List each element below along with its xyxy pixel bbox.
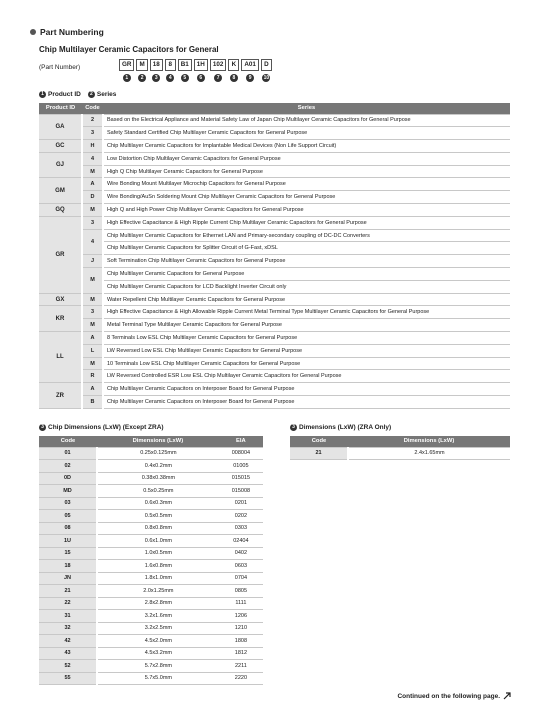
series-cell: Chip Multilayer Ceramic Capacitors for LCD Backlight Inverter Circuit only: [103, 280, 510, 293]
table-row: [39, 255, 510, 268]
eia-cell: 0202: [219, 510, 263, 523]
product-id-cell: GQ: [39, 204, 82, 217]
code-cell: M: [82, 293, 103, 306]
code-cell: 1U: [39, 535, 97, 548]
table-row: [39, 396, 510, 409]
code-cell: 05: [39, 510, 97, 523]
code-cell: M: [82, 165, 103, 178]
code-cell: L: [82, 344, 103, 357]
marker-dot: 5: [181, 74, 189, 82]
code-cell: 18: [39, 560, 97, 573]
table-row: [39, 229, 510, 242]
heading-zra-text: Dimensions (LxW) (ZRA Only): [299, 424, 392, 431]
table-row: [39, 585, 263, 598]
code-cell: M: [82, 268, 103, 294]
code-cell: D: [82, 191, 103, 204]
code-cell: 43: [39, 647, 97, 660]
code-cell: 32: [39, 622, 97, 635]
table-row: [39, 165, 510, 178]
table-row: [39, 497, 263, 510]
code-cell: 2: [82, 114, 103, 127]
series-cell: Safety Standard Certified Chip Multilayer Ceramic Capacitors for General Purpose: [103, 127, 510, 140]
arrow-up-right-icon: [503, 692, 511, 700]
dimension-cell: 4.5x2.0mm: [97, 635, 219, 648]
series-cell: High Effective Capacitance & High Allowable Ripple Current Metal Terminal Type Multilayer Ceramic Capacitors for General Purpose: [103, 306, 510, 319]
code-cell: 03: [39, 497, 97, 510]
table-row: [39, 460, 263, 473]
product-id-cell: GC: [39, 140, 82, 153]
eia-cell: 1206: [219, 610, 263, 623]
code-cell: 42: [39, 635, 97, 648]
col-dimensions: Dimensions (LxW): [97, 436, 219, 447]
heading-zra: [290, 424, 391, 431]
heading-dims: [39, 424, 164, 431]
series-cell: LW Reversed Low ESL Chip Multilayer Ceramic Capacitors for General Purpose: [103, 344, 510, 357]
col-code: Code: [39, 436, 97, 447]
table-row: [39, 127, 510, 140]
code-cell: M: [82, 319, 103, 332]
marker-dot: 8: [230, 74, 238, 82]
code-cell: 01: [39, 447, 97, 460]
product-id-cell: GR: [39, 216, 82, 293]
part-number-segment: GR: [119, 59, 134, 71]
dimension-cell: 0.6x1.0mm: [97, 535, 219, 548]
section-title: [30, 27, 104, 37]
page-subtitle: Chip Multilayer Ceramic Capacitors for General: [39, 45, 219, 54]
code-cell: B: [82, 396, 103, 409]
dimension-cell: 2.4x1.65mm: [348, 447, 510, 460]
eia-cell: 008004: [219, 447, 263, 460]
table-row: [39, 114, 510, 127]
marker-2: 2: [88, 91, 95, 98]
series-cell: LW Reversed Controlled ESR Low ESL Chip Multilayer Ceramic Capacitors for General Purpose: [103, 370, 510, 383]
eia-cell: 1210: [219, 622, 263, 635]
table-row: [39, 293, 510, 306]
product-id-cell: ZR: [39, 383, 82, 409]
table-row: [39, 152, 510, 165]
eia-cell: 0201: [219, 497, 263, 510]
series-cell: Chip Multilayer Ceramic Capacitors on Interposer Board for General Purpose: [103, 396, 510, 409]
series-cell: Wire Bonding/AuSn Soldering Mount Chip Multilayer Ceramic Capacitors for General Purpose: [103, 191, 510, 204]
table-row: [39, 332, 510, 345]
section-title-text: Part Numbering: [40, 27, 104, 37]
table-row: [39, 242, 510, 255]
series-cell: 10 Terminals Low ESL Chip Multilayer Ceramic Capacitors for General Purpose: [103, 357, 510, 370]
dimension-cell: 0.25x0.125mm: [97, 447, 219, 460]
part-number-segment: A01: [241, 59, 259, 71]
product-id-cell: GX: [39, 293, 82, 306]
col-code: Code: [82, 103, 103, 114]
dimension-cell: 1.8x1.0mm: [97, 572, 219, 585]
code-cell: 52: [39, 660, 97, 673]
table-row: [39, 204, 510, 217]
marker-dot: 4: [166, 74, 174, 82]
table-row: [39, 572, 263, 585]
marker-dot: 2: [138, 74, 146, 82]
code-cell: 3: [82, 216, 103, 229]
series-cell: High Effective Capacitance & High Ripple Current Chip Multilayer Ceramic Capacitors for General Purpose: [103, 216, 510, 229]
eia-cell: 2211: [219, 660, 263, 673]
code-cell: 08: [39, 522, 97, 535]
series-cell: Chip Multilayer Ceramic Capacitors on Interposer Board for General Purpose: [103, 383, 510, 396]
table-row: [39, 191, 510, 204]
table-row: [39, 268, 510, 281]
series-cell: Soft Termination Chip Multilayer Ceramic Capacitors for General Purpose: [103, 255, 510, 268]
eia-cell: 2220: [219, 672, 263, 685]
series-cell: Chip Multilayer Ceramic Capacitors for Implantable Medical Devices (Non Life Support Circuit): [103, 140, 510, 153]
marker-3b: 3: [290, 424, 297, 431]
code-cell: M: [82, 357, 103, 370]
product-id-cell: GM: [39, 178, 82, 204]
series-cell: Chip Multilayer Ceramic Capacitors for General Purpose: [103, 268, 510, 281]
code-cell: R: [82, 370, 103, 383]
heading-product-series: [39, 91, 116, 98]
marker-dot: 1: [123, 74, 131, 82]
code-cell: 55: [39, 672, 97, 685]
code-cell: H: [82, 140, 103, 153]
part-number-segment: D: [261, 59, 272, 71]
code-cell: 4: [82, 152, 103, 165]
col-product-id: Product ID: [39, 103, 82, 114]
table-row: [39, 306, 510, 319]
product-id-cell: GJ: [39, 152, 82, 178]
product-id-cell: GA: [39, 114, 82, 140]
table-row: [39, 319, 510, 332]
marker-dot: 3: [152, 74, 160, 82]
series-cell: Wire Bonding Mount Multilayer Microchip Capacitors for General Purpose: [103, 178, 510, 191]
dimension-cell: 5.7x2.8mm: [97, 660, 219, 673]
code-cell: 0D: [39, 472, 97, 485]
col-series: Series: [103, 103, 510, 114]
marker-1: 1: [39, 91, 46, 98]
series-cell: High Q Chip Multilayer Ceramic Capacitors for General Purpose: [103, 165, 510, 178]
table-row: [39, 178, 510, 191]
table-row: [39, 280, 510, 293]
col-code: Code: [290, 436, 348, 447]
table-row: [39, 522, 263, 535]
series-cell: Low Distortion Chip Multilayer Ceramic Capacitors for General Purpose: [103, 152, 510, 165]
eia-cell: 1111: [219, 597, 263, 610]
part-number-segment: K: [228, 59, 239, 71]
heading-product-id: Product ID: [48, 91, 81, 98]
eia-cell: 0704: [219, 572, 263, 585]
heading-dims-text: Chip Dimensions (LxW) (Except ZRA): [48, 424, 164, 431]
code-cell: MD: [39, 485, 97, 498]
code-cell: 4: [82, 229, 103, 255]
table-row: [39, 472, 263, 485]
part-number-segment: M: [136, 59, 147, 71]
series-cell: Chip Multilayer Ceramic Capacitors for Splitter Circuit of G-Fast, xDSL: [103, 242, 510, 255]
series-table: [39, 103, 510, 409]
series-cell: Metal Terminal Type Multilayer Ceramic Capacitors for General Purpose: [103, 319, 510, 332]
dimension-cell: 0.38x0.38mm: [97, 472, 219, 485]
marker-3: 3: [39, 424, 46, 431]
table-row: [39, 647, 263, 660]
col-dimensions: Dimensions (LxW): [348, 436, 510, 447]
table-row: [39, 447, 263, 460]
marker-dot: 7: [214, 74, 222, 82]
dimension-cell: 4.5x3.2mm: [97, 647, 219, 660]
table-row: [39, 344, 510, 357]
table-row: [39, 610, 263, 623]
heading-series: Series: [96, 91, 117, 98]
table-row: [39, 560, 263, 573]
table-row: [39, 510, 263, 523]
dimension-cell: 5.7x5.0mm: [97, 672, 219, 685]
dimension-cell: 1.0x0.5mm: [97, 547, 219, 560]
part-number-segment: B1: [178, 59, 192, 71]
code-cell: 15: [39, 547, 97, 560]
eia-cell: 0402: [219, 547, 263, 560]
dimension-cell: 2.8x2.8mm: [97, 597, 219, 610]
table-row: [39, 370, 510, 383]
eia-cell: 02404: [219, 535, 263, 548]
code-cell: JN: [39, 572, 97, 585]
part-number-segment: 102: [210, 59, 227, 71]
eia-cell: 01005: [219, 460, 263, 473]
code-cell: 21: [290, 447, 348, 460]
zra-table: [290, 436, 510, 460]
continued-text: Continued on the following page.: [397, 692, 500, 700]
eia-cell: 0805: [219, 585, 263, 598]
code-cell: 22: [39, 597, 97, 610]
dims-table: [39, 436, 263, 685]
dimension-cell: 3.2x2.5mm: [97, 622, 219, 635]
table-row: [39, 357, 510, 370]
dimension-cell: 0.4x0.2mm: [97, 460, 219, 473]
table-row: [39, 597, 263, 610]
eia-cell: 0603: [219, 560, 263, 573]
table-row: [39, 383, 510, 396]
table-row: [39, 622, 263, 635]
table-row: [39, 672, 263, 685]
eia-cell: 1808: [219, 635, 263, 648]
series-cell: Water Repellent Chip Multilayer Ceramic Capacitors for General Purpose: [103, 293, 510, 306]
series-cell: 8 Terminals Low ESL Chip Multilayer Ceramic Capacitors for General Purpose: [103, 332, 510, 345]
part-number-segment: 1H: [194, 59, 208, 71]
product-id-cell: KR: [39, 306, 82, 332]
code-cell: 3: [82, 127, 103, 140]
code-cell: A: [82, 383, 103, 396]
series-cell: High Q and High Power Chip Multilayer Ceramic Capacitors for General Purpose: [103, 204, 510, 217]
marker-dot: 9: [246, 74, 254, 82]
table-row: [39, 216, 510, 229]
code-cell: 3: [82, 306, 103, 319]
table-row: [39, 635, 263, 648]
code-cell: 31: [39, 610, 97, 623]
product-id-cell: LL: [39, 332, 82, 383]
eia-cell: 0303: [219, 522, 263, 535]
eia-cell: 1812: [219, 647, 263, 660]
code-cell: 21: [39, 585, 97, 598]
table-row: [39, 660, 263, 673]
code-cell: J: [82, 255, 103, 268]
dimension-cell: 3.2x1.6mm: [97, 610, 219, 623]
continued-note: [397, 692, 511, 700]
code-cell: 02: [39, 460, 97, 473]
part-number-segments: [119, 59, 272, 71]
series-cell: Chip Multilayer Ceramic Capacitors for Ethernet LAN and Primary-secondary coupling of DC-DC Converters: [103, 229, 510, 242]
table-row: [39, 535, 263, 548]
col-eia: EIA: [219, 436, 263, 447]
bullet-icon: [30, 29, 36, 35]
marker-dot: 6: [197, 74, 205, 82]
dimension-cell: 0.8x0.8mm: [97, 522, 219, 535]
part-number-segment: 18: [150, 59, 163, 71]
eia-cell: 015008: [219, 485, 263, 498]
eia-cell: 015015: [219, 472, 263, 485]
code-cell: A: [82, 178, 103, 191]
part-number-label: (Part Number): [39, 64, 81, 71]
code-cell: A: [82, 332, 103, 345]
table-row: [39, 140, 510, 153]
dimension-cell: 0.5x0.25mm: [97, 485, 219, 498]
series-cell: Based on the Electrical Appliance and Material Safety Law of Japan Chip Multilayer Ceramic Capacitors for General Purpose: [103, 114, 510, 127]
marker-dot: 10: [263, 75, 270, 81]
part-number-markers: [119, 74, 289, 82]
part-number-segment: 8: [165, 59, 176, 71]
dimension-cell: 0.6x0.3mm: [97, 497, 219, 510]
dimension-cell: 0.5x0.5mm: [97, 510, 219, 523]
dimension-cell: 1.6x0.8mm: [97, 560, 219, 573]
code-cell: M: [82, 204, 103, 217]
table-row: [39, 485, 263, 498]
table-row: [39, 547, 263, 560]
dimension-cell: 2.0x1.25mm: [97, 585, 219, 598]
table-row: [290, 447, 510, 460]
